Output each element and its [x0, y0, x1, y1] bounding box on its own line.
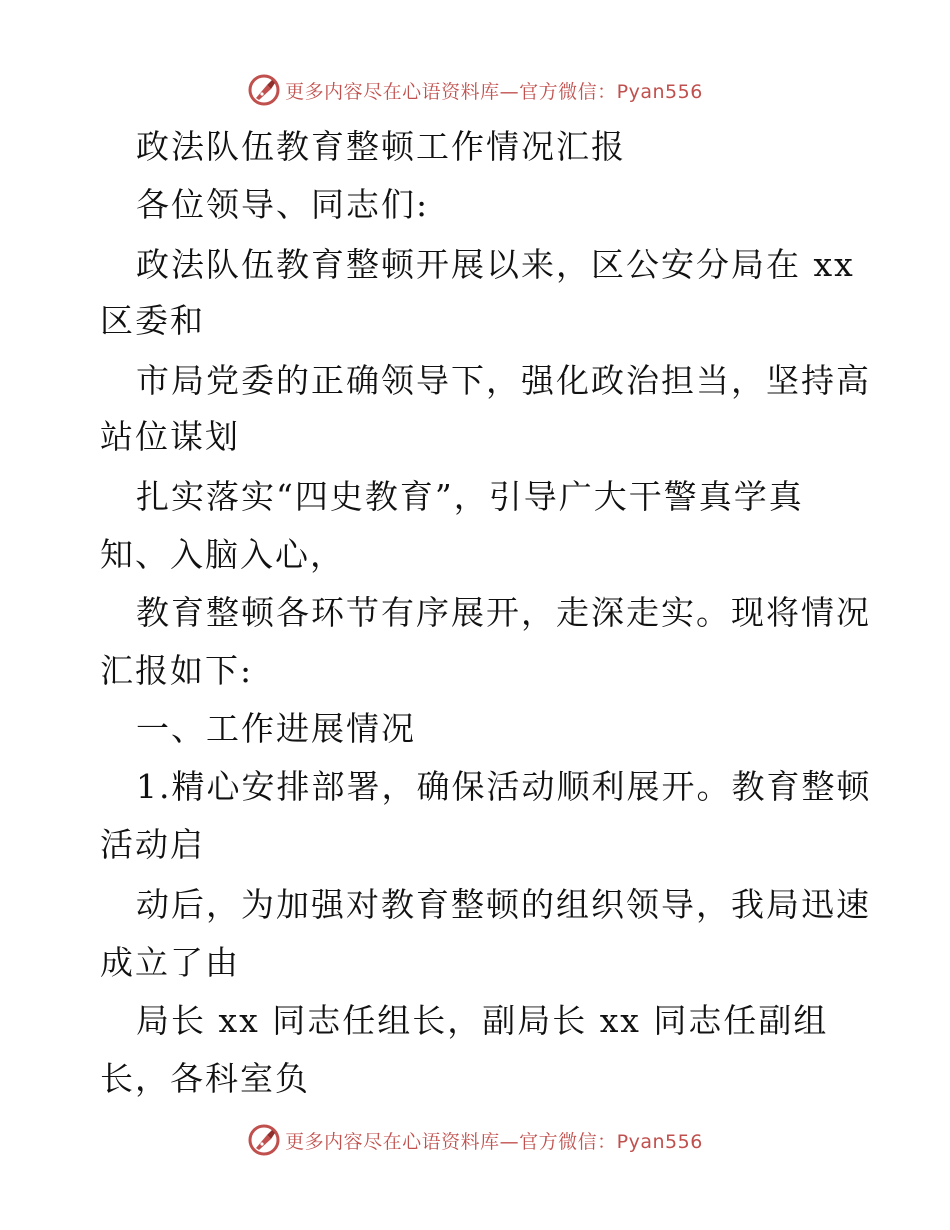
paragraph-line: 区委和 [100, 301, 205, 340]
paragraph-line: 扎实落实“四史教育”，引导广大干警真学真 [136, 477, 804, 516]
paragraph-line: 成立了由 [100, 943, 240, 982]
paragraph-line: 局长 xx 同志任组长，副局长 xx 同志任副组 [136, 1001, 829, 1040]
salutation: 各位领导、同志们: [136, 185, 430, 224]
document-title: 政法队伍教育整顿工作情况汇报 [136, 127, 626, 166]
paragraph-line: 市局党委的正确领导下，强化政治担当，坚持高 [136, 361, 871, 400]
paragraph-line: 教育整顿各环节有序展开，走深走实。现将情况 [136, 593, 871, 632]
watermark-text: 更多内容尽在心语资料库—官方微信：Pyan556 [285, 80, 703, 103]
pen-nib-circle-icon [247, 1123, 281, 1157]
paragraph-line: 活动启 [100, 825, 205, 864]
paragraph-line: 站位谋划 [100, 417, 240, 456]
pen-nib-circle-icon [247, 73, 281, 107]
watermark-banner-top [0, 70, 950, 110]
paragraph-line: 1.精心安排部署，确保活动顺利展开。教育整顿 [136, 767, 872, 806]
paragraph-line: 长，各科室负 [100, 1059, 310, 1098]
watermark-text: 更多内容尽在心语资料库—官方微信：Pyan556 [285, 1130, 703, 1153]
paragraph-line: 动后，为加强对教育整顿的组织领导，我局迅速 [136, 885, 871, 924]
paragraph-line: 政法队伍教育整顿开展以来，区公安分局在 xx [136, 245, 855, 284]
paragraph-line: 知、入脑入心， [100, 535, 345, 574]
watermark-banner-bottom [0, 1120, 950, 1160]
paragraph-line: 汇报如下: [100, 651, 254, 690]
section-heading: 一、工作进展情况 [136, 709, 416, 748]
